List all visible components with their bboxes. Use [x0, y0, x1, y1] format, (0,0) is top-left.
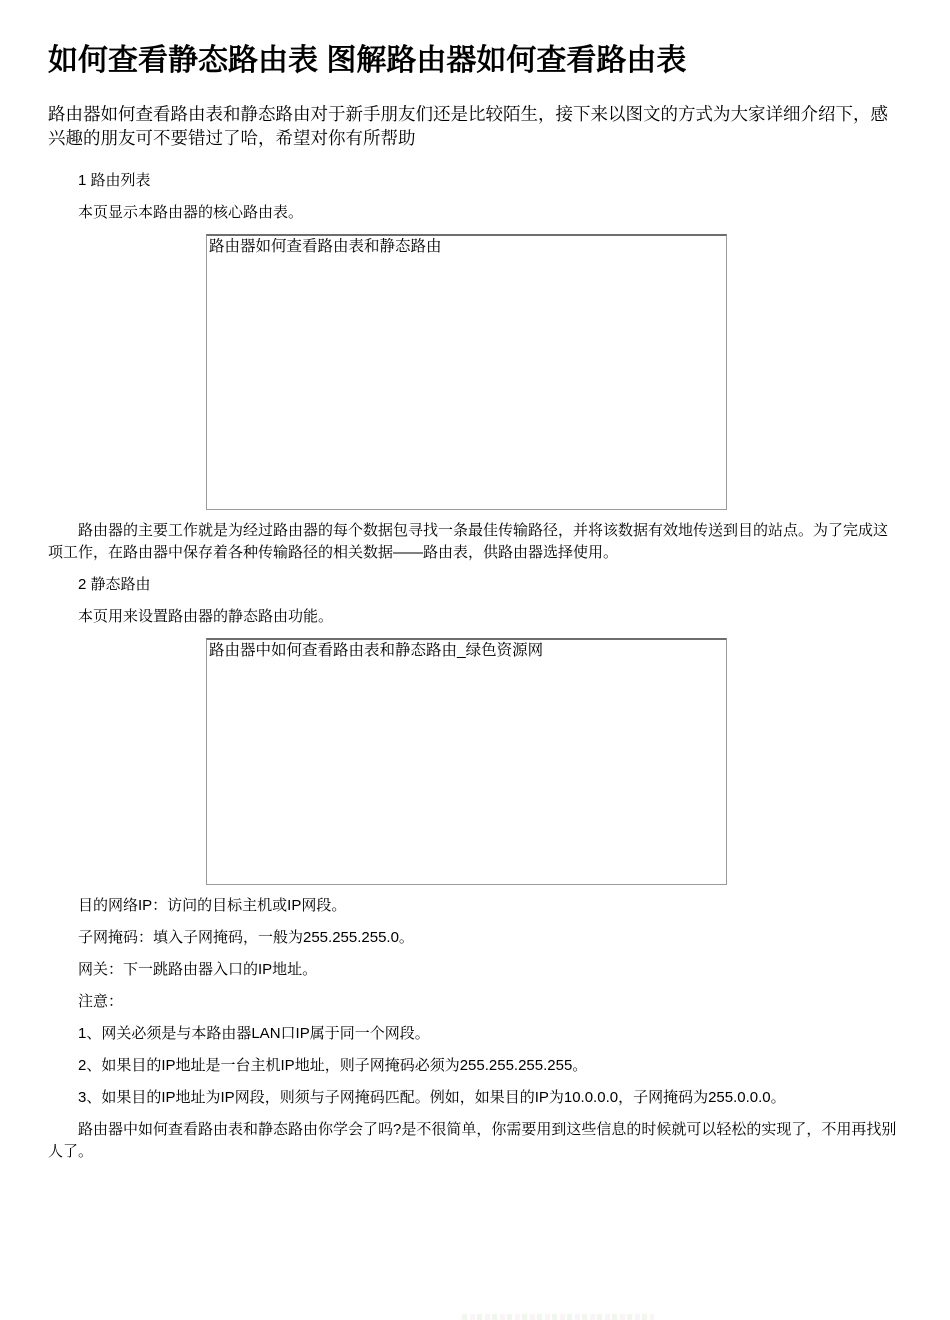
broken-image-placeholder-2 — [206, 638, 727, 885]
section1-description: 本页显示本路由器的核心路由表。 — [78, 204, 304, 221]
broken-image-placeholder-1 — [206, 234, 727, 510]
section1-heading: 1 路由列表 — [78, 172, 151, 189]
page-title: 如何查看静态路由表 图解路由器如何查看路由表 — [48, 44, 687, 77]
section2-heading: 2 静态路由 — [78, 576, 151, 593]
definition-subnet-mask: 子网掩码：填入子网掩码，一般为255.255.255.0。 — [78, 929, 414, 946]
router-work-paragraph: 路由器的主要工作就是为经过路由器的每个数据包寻找一条最佳传输路径，并将该数据有效地传送到目的站点。为了完成这项工作，在路由器中保存着各种传输路径的相关数据——路由表，供路由器选择使用。 — [48, 522, 889, 561]
definition-gateway: 网关：下一跳路由器入口的IP地址。 — [78, 961, 318, 978]
image2-alt-text: 路由器中如何查看路由表和静态路由_绿色资源网 — [209, 642, 544, 659]
intro-paragraph: 路由器如何查看路由表和静态路由对于新手朋友们还是比较陌生，接下来以图文的方式为大家详细介绍下，感兴趣的朋友可不要错过了哈，希望对你有所帮助 — [48, 104, 888, 148]
note-item-1: 1、网关必须是与本路由器LAN口IP属于同一个网段。 — [78, 1025, 430, 1042]
image1-alt-text: 路由器如何查看路由表和静态路由 — [209, 238, 442, 255]
note-item-3: 3、如果目的IP地址为IP网段，则须与子网掩码匹配。例如，如果目的IP为10.0.0.0，子网掩码为255.0.0.0。 — [78, 1089, 786, 1106]
footer-watermark-faint-text — [462, 1314, 654, 1320]
definition-dest-ip: 目的网络IP：访问的目标主机或IP网段。 — [78, 897, 347, 914]
conclusion-paragraph: 路由器中如何查看路由表和静态路由你学会了吗?是不很简单，你需要用到这些信息的时候就可以轻松的实现了，不用再找别人了。 — [48, 1121, 897, 1160]
note-label: 注意： — [78, 993, 124, 1010]
section2-description: 本页用来设置路由器的静态路由功能。 — [78, 608, 334, 625]
note-item-2: 2、如果目的IP地址是一台主机IP地址，则子网掩码必须为255.255.255.255。 — [78, 1057, 588, 1074]
